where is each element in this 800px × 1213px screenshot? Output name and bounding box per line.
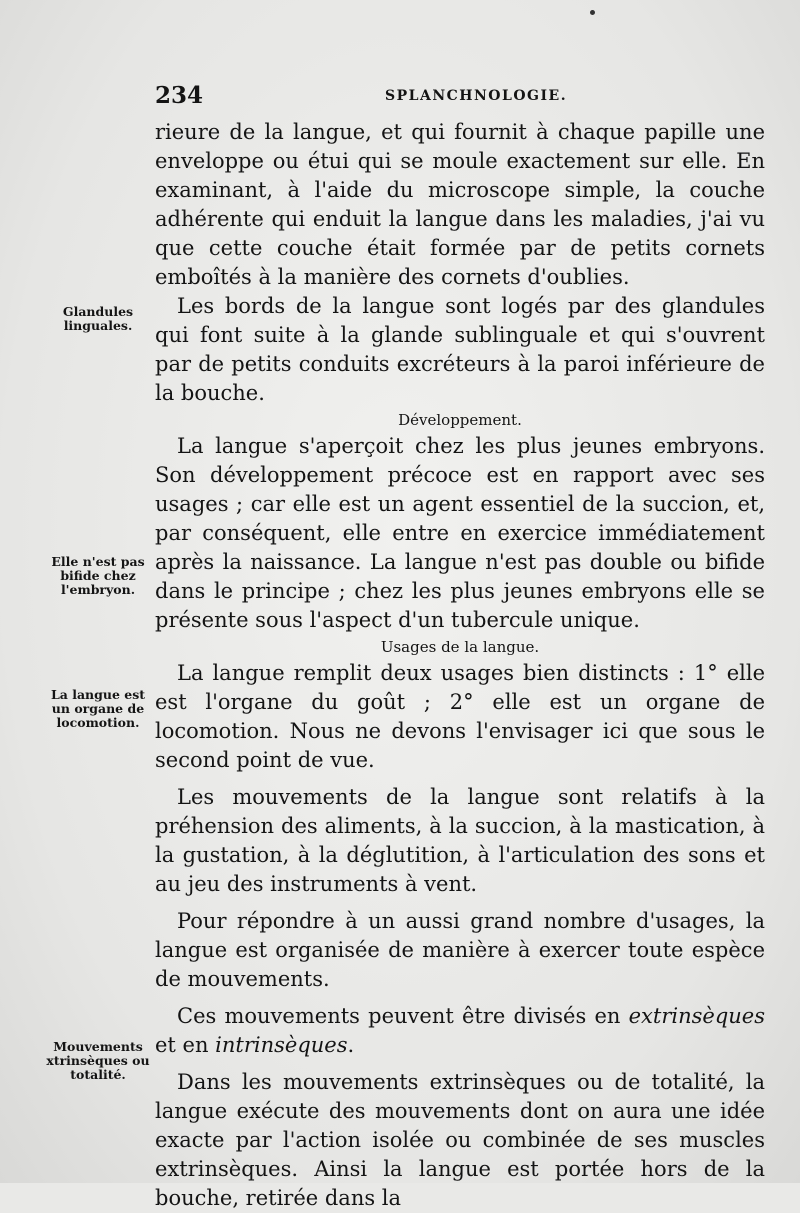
- page-number: 234: [155, 82, 204, 109]
- ink-spot: [590, 10, 595, 15]
- running-title: SPLANCHNOLOGIE.: [385, 88, 568, 104]
- paragraph: La langue remplit deux usages bien distincts : 1° elle est l'organe du goût ; 2° elle est un organe de locomotion. Nous ne devons l'envisager ici que sous le second point de vue.: [155, 661, 765, 772]
- text-run: et en: [155, 1033, 216, 1057]
- paragraph: La langue s'aperçoit chez les plus jeunes embryons. Son développement précoce est en rapport avec ses usages ; car elle est un agent essentiel de la succion, et, par conséquent, elle entre en exercice immédiatement après la naissance. La langue n'est pas double ou bifide dans le principe ; chez les plus jeunes embryons elle se présente sous l'aspect d'un tubercule unique.: [155, 434, 765, 632]
- section-heading-usages: Usages de la langue.: [380, 638, 540, 656]
- paragraph: Dans les mouvements extrinsèques ou de totalité, la langue exécute des mouvements dont on aura une idée exacte par l'action isolée ou combinée de ses muscles extrinsèques. Ainsi la langue est portée hors de la bouche, retirée dans la: [155, 1070, 765, 1210]
- text-run: Ces mouvements peuvent être divisés en: [177, 1004, 629, 1028]
- paragraph: Les mouvements de la langue sont relatifs à la préhension des aliments, à la succion, à la mastication, à la gustation, à la déglutition, à l'articulation des sons et au jeu des instruments à vent.: [155, 785, 765, 896]
- body-text: [155, 118, 765, 1213]
- margin-note-embryon: Elle n'est pas bifide chez l'embryon.: [51, 554, 145, 597]
- margin-note-locomotion: La langue est un organe de locomotion.: [50, 687, 146, 730]
- paragraph: Pour répondre à un aussi grand nombre d'usages, la langue est organisée de manière à exercer toute espèce de mouvements.: [155, 909, 765, 991]
- italic-term: extrinsèques: [628, 1004, 765, 1028]
- paragraph: [155, 1002, 765, 1060]
- margin-note-mouvements: Mouvements xtrinsèques ou totalité.: [46, 1039, 150, 1082]
- section-heading-developpement: Développement.: [398, 411, 522, 429]
- page-header: [155, 82, 765, 112]
- text-run: .: [347, 1033, 355, 1057]
- italic-term: intrinsèques: [215, 1033, 348, 1057]
- paragraph: rieure de la langue, et qui fournit à chaque papille une enveloppe ou étui qui se moule exactement sur elle. En examinant, à l'aide du microscope simple, la couche adhérente qui enduit la langue dans les maladies, j'ai vu que cette couche était formée par de petits cornets emboîtés à la manière des cornets d'oublies.: [155, 120, 765, 289]
- margin-note-glandules: Glandules linguales.: [62, 304, 134, 333]
- paragraph: Les bords de la langue sont logés par des glandules qui font suite à la glande sublinguale et qui s'ouvrent par de petits conduits excréteurs à la paroi inférieure de la bouche.: [155, 294, 765, 405]
